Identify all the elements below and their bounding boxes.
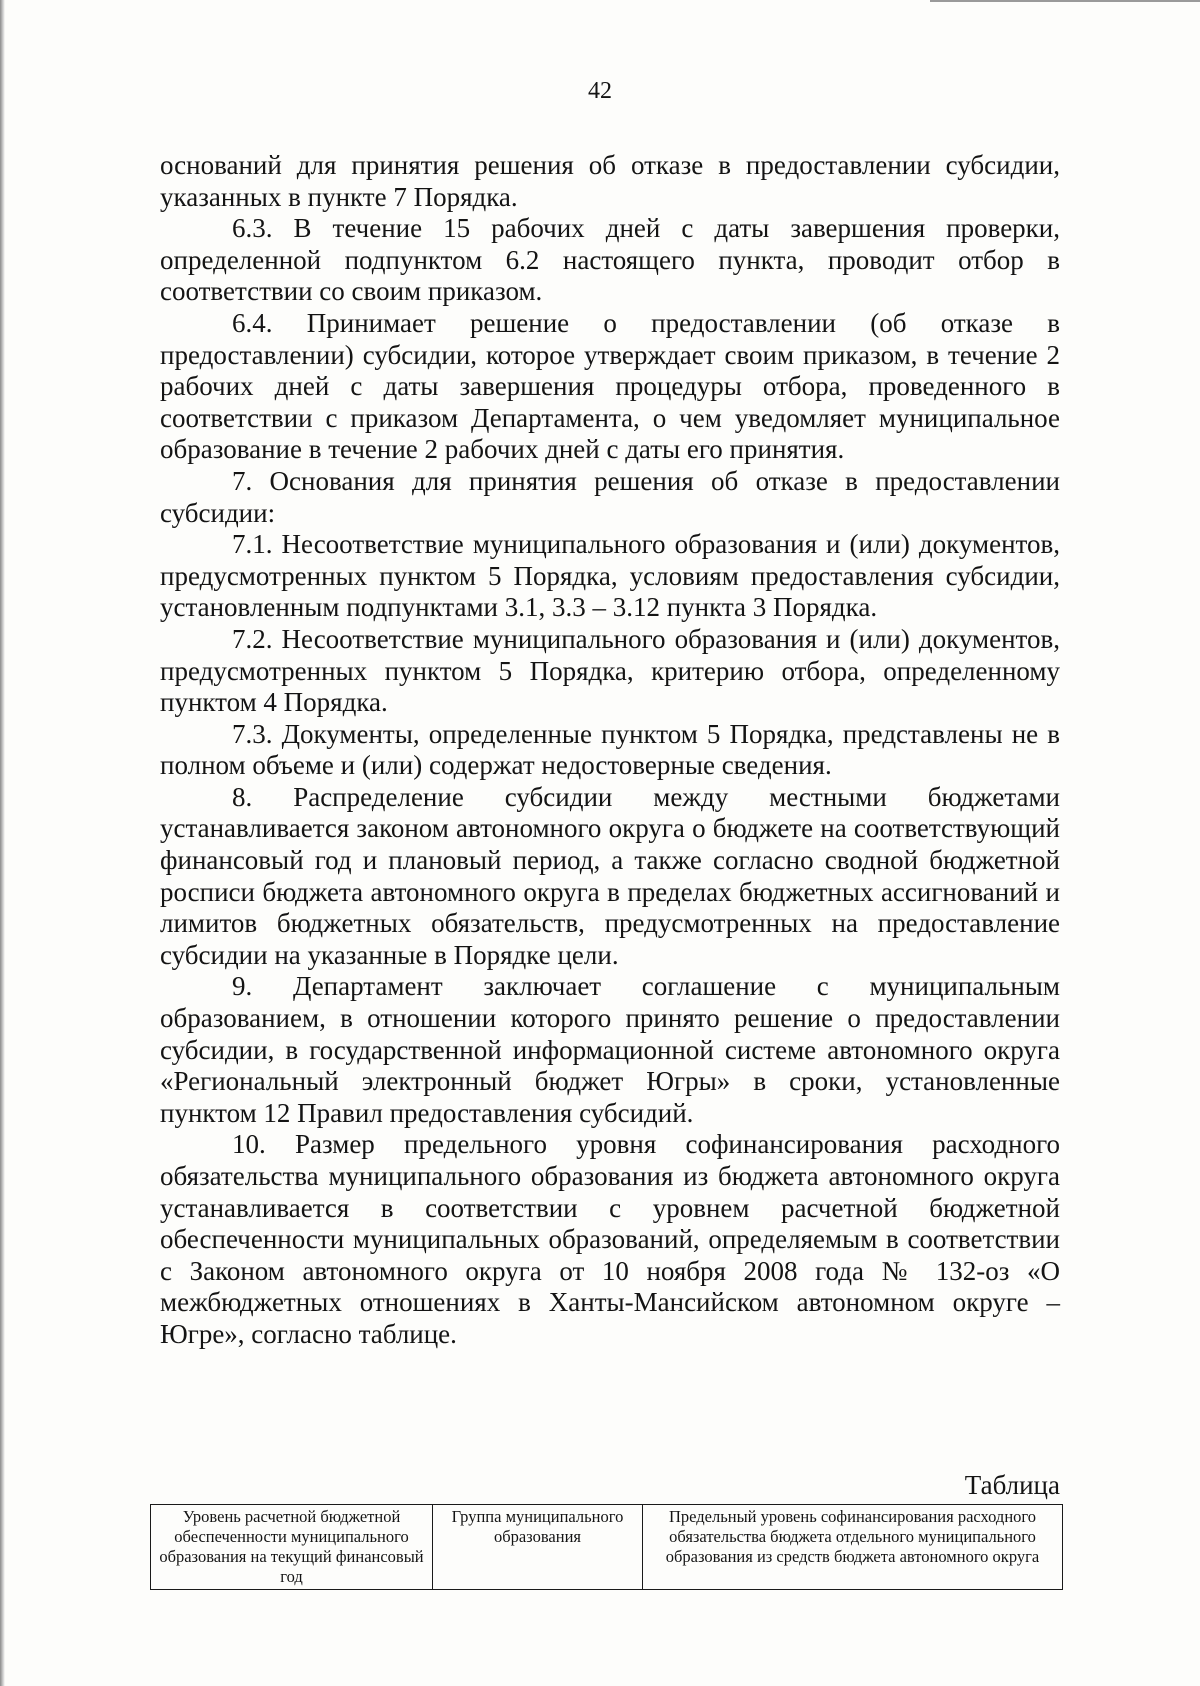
scan-top-line [930,0,1200,2]
cofinancing-table [150,1504,1063,1590]
paragraph: 6.3. В течение 15 рабочих дней с даты завершения проверки, определенной подпунктом 6.2 настоящего пункта, проводит отбор в соответствии со своим приказом. [160,213,1060,307]
table-header-cell: Предельный уровень софинансирования расходного обязательства бюджета отдельного муниципального образования из средств бюджета автономного округа [643,1505,1063,1590]
table-header-row [151,1505,1063,1590]
paragraph: 9. Департамент заключает соглашение с муниципальным образованием, в отношении которого принято решение о предоставлении субсидии, в государственной информационной системе автономного округа «Региональный электронный бюджет Югры» в сроки, установленные пунктом 12 Правил предоставления субсидий. [160,971,1060,1128]
paragraph: 7.1. Несоответствие муниципального образования и (или) документов, предусмотренных пунктом 5 Порядка, условиям предоставления субсидии, установленным подпунктами 3.1, 3.3 – 3.12 пункта 3 Порядка. [160,529,1060,623]
paragraph: 8. Распределение субсидии между местными бюджетами устанавливается законом автономного округа о бюджете на соответствующий финансовый год и плановый период, а также согласно сводной бюджетной росписи бюджета автономного округа в пределах бюджетных ассигнований и лимитов бюджетных обязательств, предусмотренных на предоставление субсидии на указанные в Порядке цели. [160,781,1060,970]
paragraph: 7.3. Документы, определенные пунктом 5 Порядка, представлены не в полном объеме и (или) содержат недостоверные сведения. [160,718,1060,781]
page-number: 42 [588,78,612,104]
paragraph: 7. Основания для принятия решения об отказе в предоставлении субсидии: [160,465,1060,528]
scan-left-edge [0,0,5,1686]
document-body [160,150,1060,1351]
paragraph: оснований для принятия решения об отказе в предоставлении субсидии, указанных в пункте 7 Порядка. [160,150,1060,212]
table-caption: Таблица [964,1470,1060,1500]
paragraph: 7.2. Несоответствие муниципального образования и (или) документов, предусмотренных пунктом 5 Порядка, критерию отбора, определенному пунктом 4 Порядка. [160,623,1060,718]
table-header-cell: Группа муниципального образования [433,1505,643,1590]
table-header-cell: Уровень расчетной бюджетной обеспеченности муниципального образования на текущий финансовый год [151,1505,433,1590]
paragraph: 6.4. Принимает решение о предоставлении (об отказе в предоставлении) субсидии, которое утверждает своим приказом, в течение 2 рабочих дней с даты завершения процедуры отбора, проведенного в соответствии с приказом Департамента, о чем уведомляет муниципальное образование в течение 2 рабочих дней с даты его принятия. [160,307,1060,465]
paragraph: 10. Размер предельного уровня софинансирования расходного обязательства муниципального образования из бюджета автономного округа устанавливается в соответствии с уровнем расчетной бюджетной обеспеченности муниципальных образований, определяемым в соответствии с Законом автономного округа от 10 ноября 2008 года № 132-оз «О межбюджетных отношениях в Ханты-Мансийском автономном округе – Югре», согласно таблице. [160,1129,1060,1349]
